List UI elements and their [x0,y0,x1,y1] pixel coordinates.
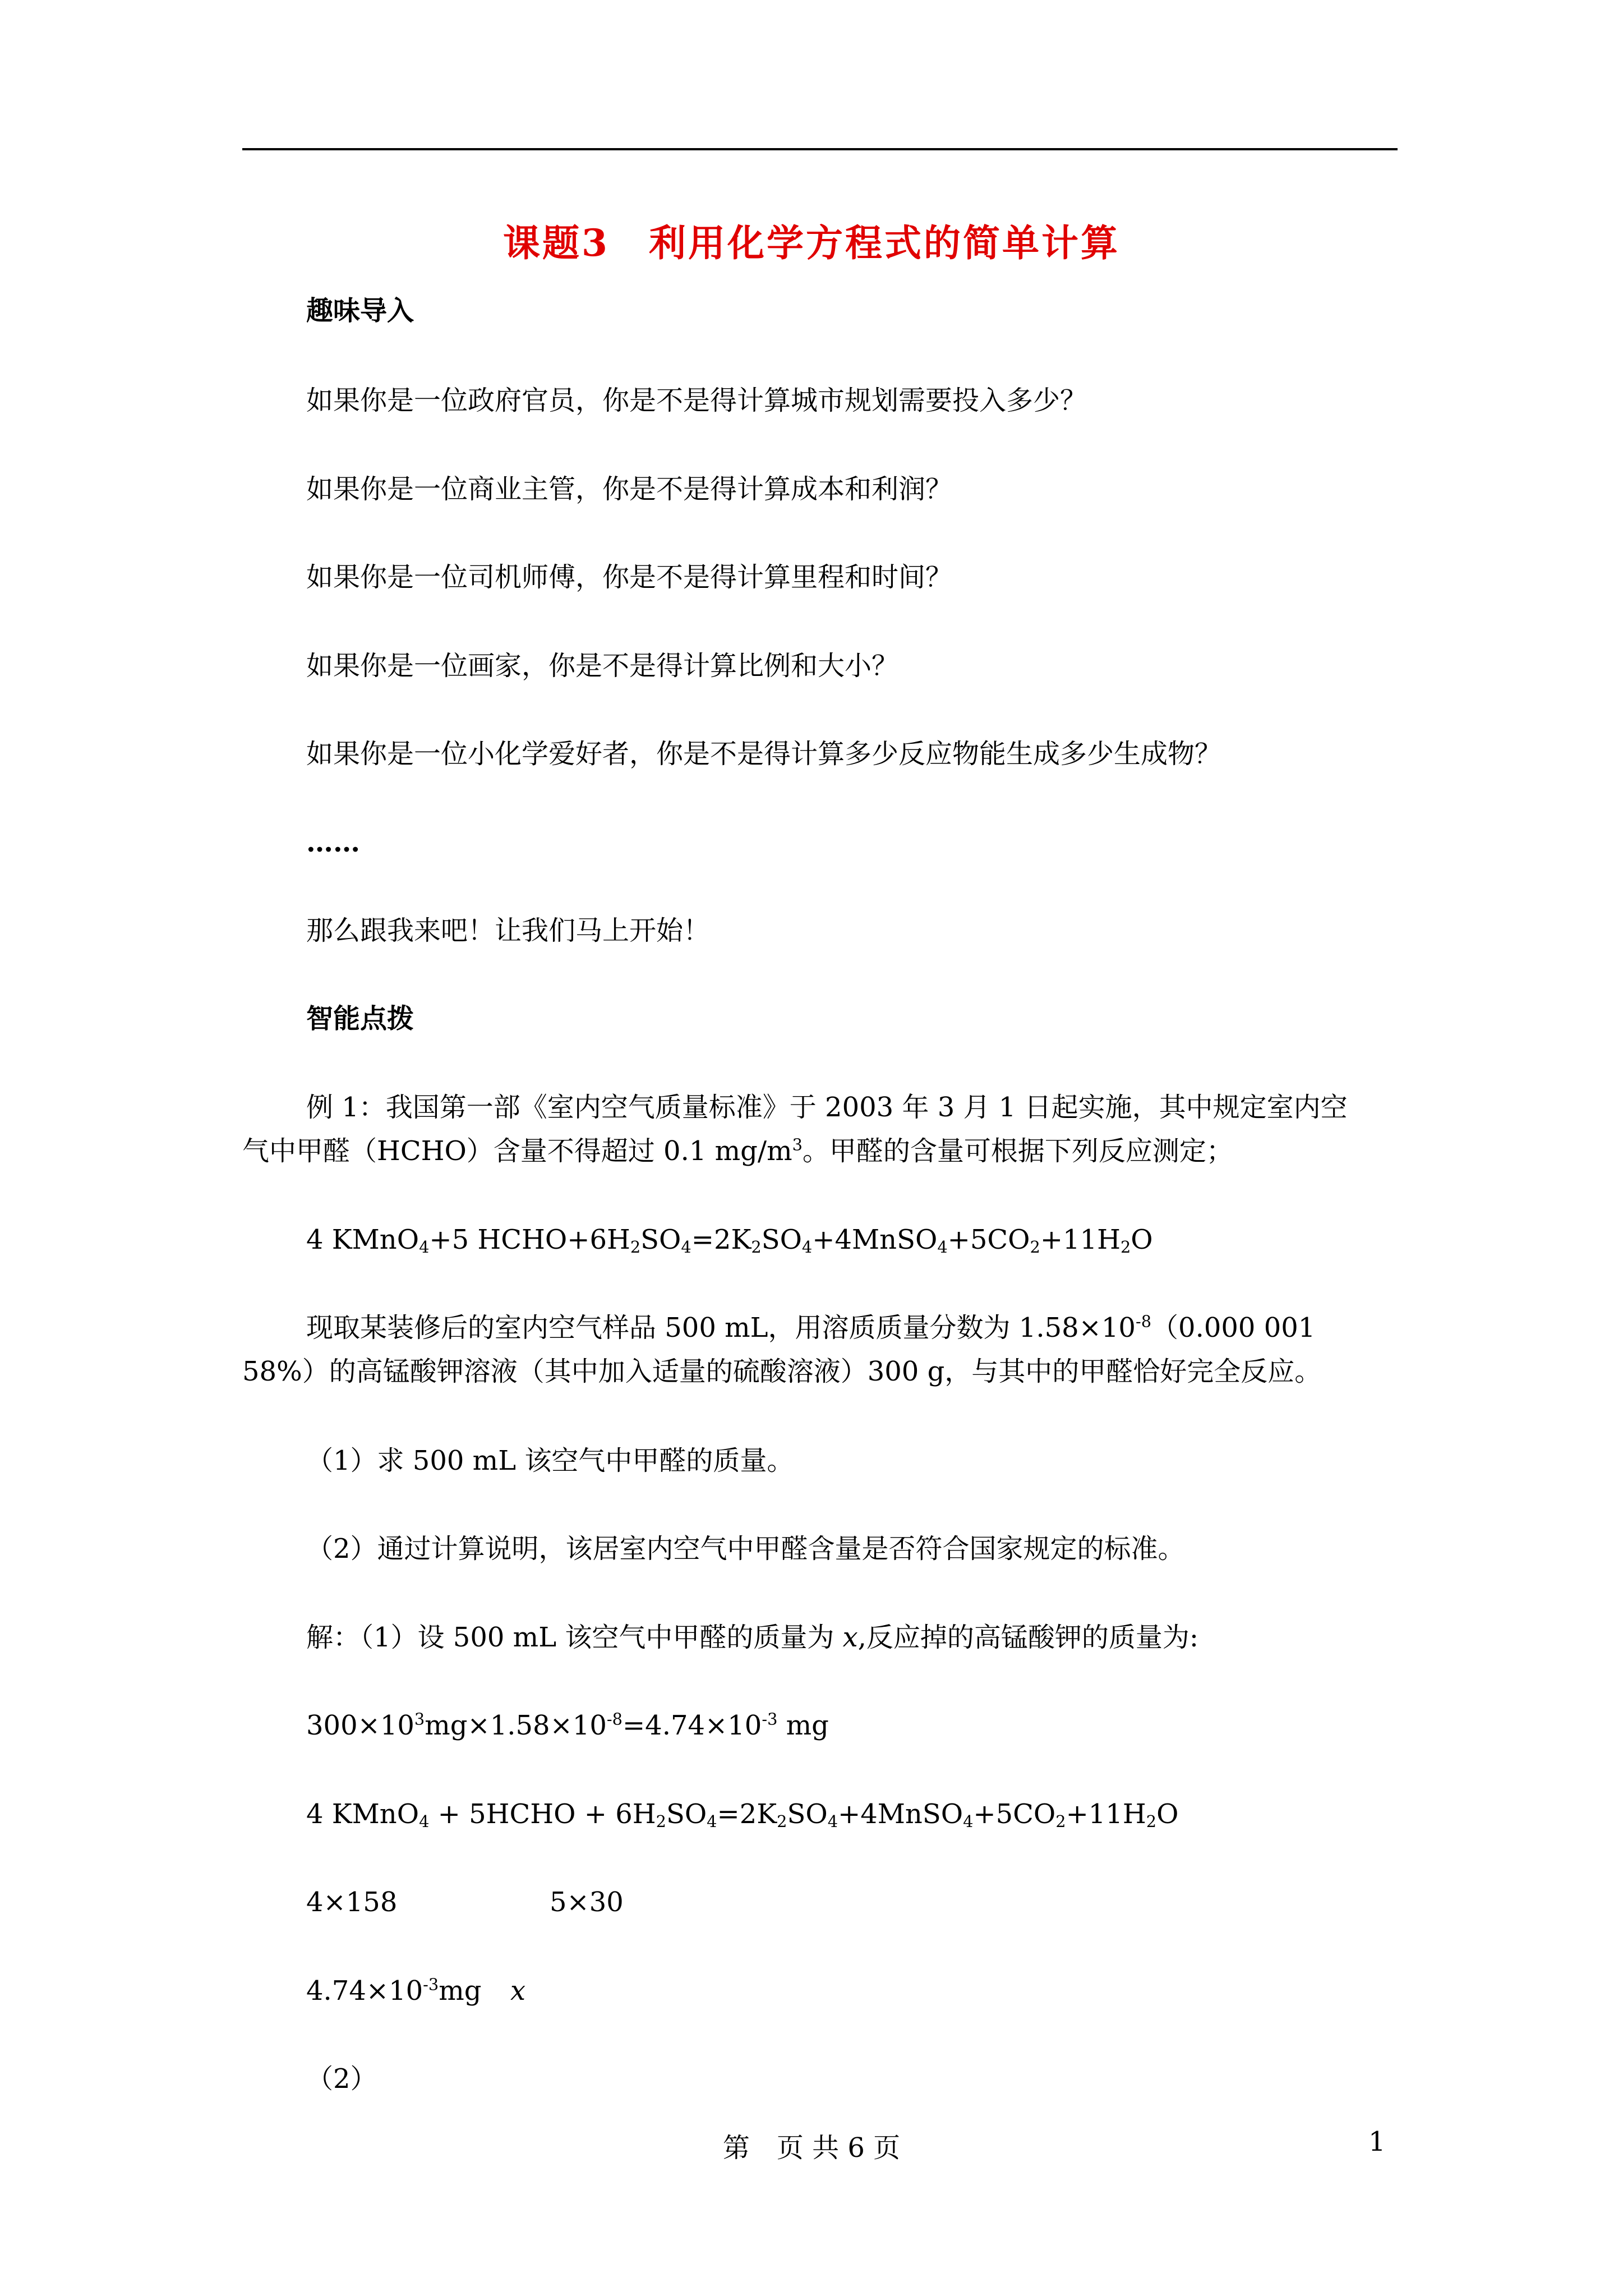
sample-text: 现取某装修后的室内空气样品 500 mL，用溶质质量分数为 $1.58\times 10^{-8}(0.000$ 001 [306,1312,1316,1343]
example-text-2: 气中甲醛（HCHO）含量不得超过 0.1 $mg/m^3$。甲醛的含量可根据下列反应测定； [242,1135,1233,1167]
tips-heading: 智能点拨 [306,1003,414,1034]
intro-line: 如果你是一位商业主管，你是不是得计算成本和利润？ [306,473,953,505]
equation-2: 4 KMnO$_4$ + 5HCHO + $6H_2SO_4=2K_2SO_4+4MnSO_4+5CO_2+11H_2O$ [306,1798,1179,1832]
example-text: 例 1：我国第一部《室内空气质量标准》于 2003 年 3 月 1 日起实施，其中规定室内空 [306,1092,1348,1123]
question-2: （2）通过计算说明，该居室内空气中甲醛含量是否符合国家规定的标准。 [306,1533,1185,1565]
intro-line: 如果你是一位司机师傅，你是不是得计算里程和时间？ [306,562,953,593]
sample-text-2: 58%）的高锰酸钾溶液（其中加入适量的硫酸溶液）300 g，与其中的甲醛恰好完全反应。 [242,1356,1322,1387]
ratio-right: 5×30 [550,1887,624,1918]
ellipsis: …… [306,827,360,858]
page-title: 课题3 利用化学方程式的简单计算 [503,221,1120,265]
intro-line: 如果你是一位政府官员，你是不是得计算城市规划需要投入多少？ [306,385,1087,416]
intro-line: 如果你是一位小化学爱好者，你是不是得计算多少反应物能生成多少生成物？ [306,738,1222,770]
header-rule [242,148,1398,150]
footer-page-text: 第 页 共 6 页 [722,2132,901,2164]
footer-page-number: 1 [1368,2126,1386,2157]
question-1: （1）求 500 mL 该空气中甲醛的质量。 [306,1445,794,1476]
ratio-left: 4×158 [306,1887,398,1918]
intro-line: 那么跟我来吧！让我们马上开始！ [306,915,711,946]
intro-line: 如果你是一位画家，你是不是得计算比例和大小？ [306,650,899,682]
intro-heading: 趣味导入 [306,295,414,326]
part-2: （2） [306,2063,377,2095]
mass-left: $4.74\times 10^{-3}mg$ [306,1975,482,2007]
calc-line: $300\times 10^3mg\times 1.58\times 10^{-8}=4.74\times 10^{-3}$ mg [306,1709,829,1741]
mass-right: x [510,1975,526,2007]
solution-text: 解：（1）设 500 mL 该空气中甲醛的质量为 x,反应掉的高锰酸钾的质量为: [306,1622,1199,1653]
equation: 4 KMnO$_4$+5 $HCHO+6H_2SO_4=2K_2SO_4+4MnSO_4+5CO_2+11H_2O$ [306,1224,1153,1257]
